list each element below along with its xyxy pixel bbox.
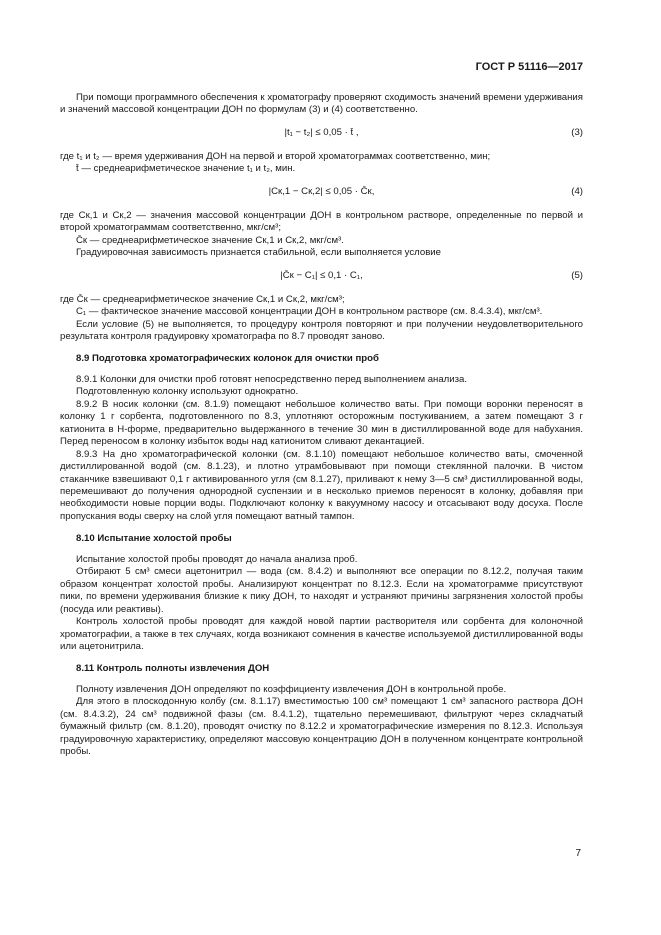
section-8-9-1-note: Подготовленную колонку используют однократно.	[76, 386, 299, 398]
section-8-11-p2: Для этого в плоскодонную колбу (см. 8.1.17) вместимостью 100 см³ помещают 1 см³ запасного раствора ДОН (см. 8.4.3.2), 24 см³ подвижной фазы (см. 8.4.1.2), тщательно перемешивают, фильтруют через складчатый бумажный фильтр (см. 8.1.20), проводят очистку по 8.12.2 и хроматографические измерения по 8.12.3. Используя градуировочную характеристику, определяют массовую концентрацию ДОН в полученном концентрате контрольной пробы.	[60, 696, 583, 758]
formula-5	[60, 270, 583, 284]
paragraph-stability: Градуировочная зависимость признается стабильной, если выполняется условие	[76, 247, 442, 259]
section-8-11-p1: Полноту извлечения ДОН определяют по коэффициенту извлечения ДОН в контрольной пробе.	[76, 683, 507, 695]
standard-header: ГОСТ Р 51116—2017	[475, 61, 583, 73]
formula-4-expression: |Cк,1 − Cк,2| ≤ 0,05 · C̄к,	[268, 185, 375, 197]
paragraph-repeat: Если условие (5) не выполняется, то процедуру контроля повторяют и при получении неудовлетворительного результата контроля градуировку хроматографа по 8.7 проводят заново.	[60, 318, 583, 342]
formula-3-where-t1-t2: где t₁ и t₂ — время удерживания ДОН на первой и второй хроматограммах соответственно, мин;	[60, 150, 491, 162]
section-8-9-heading: 8.9 Подготовка хроматографических колонок для очистки проб	[76, 353, 379, 365]
page-number: 7	[575, 848, 581, 859]
section-8-10-heading: 8.10 Испытание холостой пробы	[76, 533, 232, 545]
paragraph-intro: При помощи программного обеспечения к хроматографу проверяют сходимость значений времени удерживания и значений массовой концентрации ДОН по формулам (3) и (4) соответственно.	[60, 92, 583, 116]
section-8-9-1: 8.9.1 Колонки для очистки проб готовят непосредственно перед выполнением анализа.	[76, 373, 468, 385]
page-content	[60, 92, 583, 759]
formula-5-expression: |C̄к − C₁| ≤ 0,1 · C₁,	[280, 269, 363, 281]
formula-4-where-ck: где Cк,1 и Cк,2 — значения массовой концентрации ДОН в контрольном растворе, определенные по первой и второй хроматограммам соответственно, мкг/см³;	[60, 209, 583, 234]
section-8-11-heading: 8.11 Контроль полноты извлечения ДОН	[76, 663, 270, 675]
formula-4-number: (4)	[571, 185, 583, 197]
section-8-10-p3: Контроль холостой пробы проводят для каждой новой партии растворителя или сорбента для колоночной хроматографии, а также в тех случаях, когда возникают сомнения в качестве используемой дистиллированной воды или ацетонитрила.	[60, 616, 583, 652]
formula-5-number: (5)	[571, 269, 583, 281]
formula-5-where-c1: C₁ — фактическое значение массовой концентрации ДОН в контрольном растворе (см. 8.4.3.4), мкг/см³.	[76, 306, 543, 318]
formula-4	[60, 186, 583, 200]
formula-3-expression: |t₁ − t₂| ≤ 0,05 · t̄ ,	[284, 126, 359, 138]
formula-3-number: (3)	[571, 126, 583, 138]
section-8-10-p1: Испытание холостой пробы проводят до начала анализа проб.	[76, 553, 358, 565]
section-8-9-2: 8.9.2 В носик колонки (см. 8.1.9) помещают небольшое количество ваты. При помощи воронки переносят в колонку 1 г сорбента, подготовленного по 8.3, уплотняют осторожным постукиванием, а затем помещают 3 г катионита в Н-форме, предварительно выдержанного в течение 30 мин в дистиллированной воде для набухания. Перед переносом в колонку избыток воды над катионитом сливают декантацией.	[60, 398, 583, 448]
formula-3	[60, 127, 583, 141]
formula-5-where-ckbar: где C̄к — среднеарифметическое значение Cк,1 и Cк,2, мкг/см³;	[60, 293, 345, 305]
section-8-10-p2: Отбирают 5 см³ смеси ацетонитрил — вода (см. 8.4.2) и выполняют все операции по 8.12.2, получая таким образом концентрат холостой пробы. Анализируют концентрат по 8.12.3. Если на хроматограмме присутствуют пики, по времени удерживания близкие к пику ДОН, то находят и устраняют причины загрязнения холостой пробы (посуда или реактивы).	[60, 566, 583, 615]
formula-4-where-ckbar: C̄к — среднеарифметическое значение Cк,1 и Cк,2, мкг/см³.	[76, 234, 344, 246]
section-8-9-3: 8.9.3 На дно хроматографической колонки (см. 8.1.10) помещают небольшое количество ваты, смоченной дистиллированной водой (см. 8.1.23), и плотно утрамбовывают при помощи стеклянной палочки. В чистом стаканчике взвешивают 0,1 г активированного угля (см 8.1.27), приливают к нему 3—5 см³ дистиллированной воды, перемешивают до получения однородной суспензии и в несколько приемов переносят в колонку, добавляя при необходимости новые порции воды. Подключают колонку к вакуумному насосу и отсасывают воду досуха. После пропускания воды сверху на слой угля помещают ватный тампон.	[60, 448, 583, 522]
formula-3-where-tbar: t̄ — среднеарифметическое значение t₁ и t₂, мин.	[76, 163, 296, 175]
